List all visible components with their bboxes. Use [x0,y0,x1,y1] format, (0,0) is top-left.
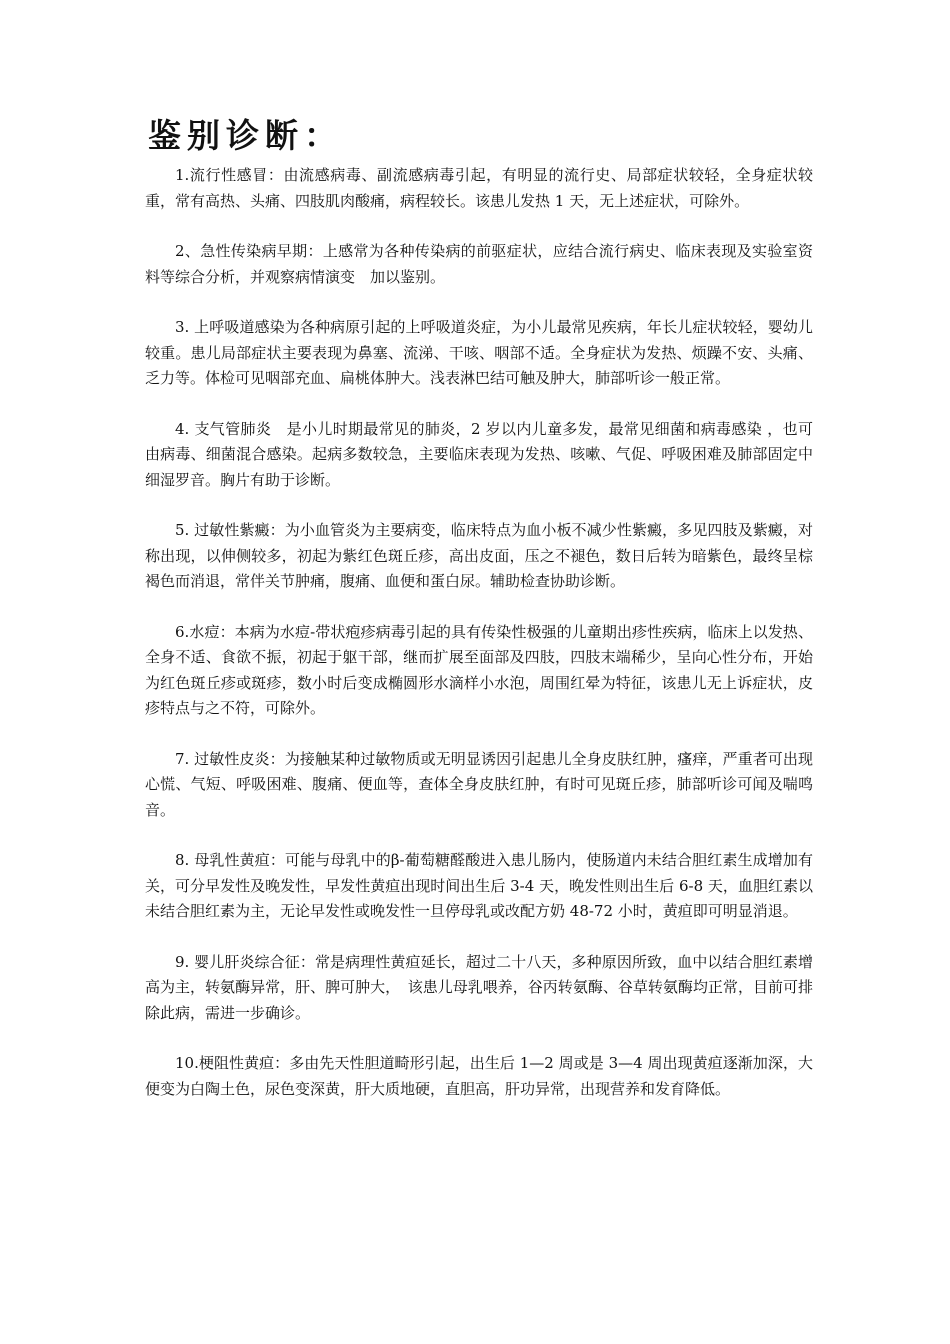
paragraph-4: 4. 支气管肺炎 是小儿时期最常见的肺炎，2 岁以内儿童多发，最常见细菌和病毒感染 ，也可由病毒、细菌混合感染。起病多数较急，主要临床表现为发热、咳嗽、气促、呼吸困难及肺部固定中细湿罗音。胸片有助于诊断。 [145,419,813,489]
paragraph-3: 3. 上呼吸道感染为各种病原引起的上呼吸道炎症，为小儿最常见疾病，年长儿症状较轻，婴幼儿较重。患儿局部症状主要表现为鼻塞、流涕、干咳、咽部不适。全身症状为发热、烦躁不安、头痛、乏力等。体检可见咽部充血、扁桃体肿大。浅表淋巴结可触及肿大，肺部听诊一般正常。 [145,318,813,387]
page-title: 鉴别诊断： [148,116,343,155]
paragraph-8: 8. 母乳性黄疸：可能与母乳中的β-葡萄糖醛酸进入患儿肠内，使肠道内未结合胆红素生成增加有关，可分早发性及晚发性，早发性黄疸出现时间出生后 3-4 天，晚发性则出生后 6-8 天，血胆红素以未结合胆红素为主，无论早发性或晚发性一旦停母乳或改配方奶 48-72 小时，黄疸即可明显消退。 [145,851,813,920]
paragraph-10: 10.梗阻性黄疸：多由先天性胆道畸形引起，出生后 1—2 周或是 3—4 周出现黄疸逐渐加深，大便变为白陶土色，尿色变深黄，肝大质地硬，直胆高，肝功异常，出现营养和发育降低。 [145,1054,813,1098]
paragraph-7: 7. 过敏性皮炎：为接触某种过敏物质或无明显诱因引起患儿全身皮肤红肿，瘙痒，严重者可出现心慌、气短、呼吸困难、腹痛、便血等，查体全身皮肤红肿，有时可见斑丘疹，肺部听诊可闻及喘鸣音。 [145,749,813,819]
paragraph-1: 1.流行性感冒：由流感病毒、副流感病毒引起，有明显的流行史、局部症状较轻，全身症状较重，常有高热、头痛、四肢肌肉酸痛，病程较长。该患儿发热 1 天，无上述症状，可除外。 [145,166,813,210]
paragraph-2: 2、急性传染病早期：上感常为各种传染病的前驱症状，应结合流行病史、临床表现及实验室资料等综合分析，并观察病情演变 加以鉴别。 [145,242,813,286]
paragraph-9: 9. 婴儿肝炎综合征：常是病理性黄疸延长，超过二十八天，多种原因所致，血中以结合胆红素增高为主，转氨酶异常，肝、脾可肿大， 该患儿母乳喂养，谷丙转氨酶、谷草转氨酶均正常，目前可排除此病，需进一步确诊。 [145,952,813,1022]
paragraph-5: 5. 过敏性紫癜：为小血管炎为主要病变，临床特点为血小板不减少性紫癜，多见四肢及紫癜，对称出现，以伸侧较多，初起为紫红色斑丘疹，高出皮面，压之不褪色，数日后转为暗紫色，最终呈棕褐色而消退，常伴关节肿痛，腹痛、血便和蛋白尿。辅助检查协助诊断。 [145,521,813,590]
paragraph-6: 6.水痘：本病为水痘-带状疱疹病毒引起的具有传染性极强的儿童期出疹性疾病，临床上以发热、全身不适、食欲不振，初起于躯干部，继而扩展至面部及四肢，四肢末端稀少，呈向心性分布，开始为红色斑丘疹或斑疹，数小时后变成椭圆形水滴样小水泡，周围红晕为特征，该患儿无上诉症状，皮疹特点与之不符，可除外。 [145,622,813,717]
document-body [145,163,813,1127]
